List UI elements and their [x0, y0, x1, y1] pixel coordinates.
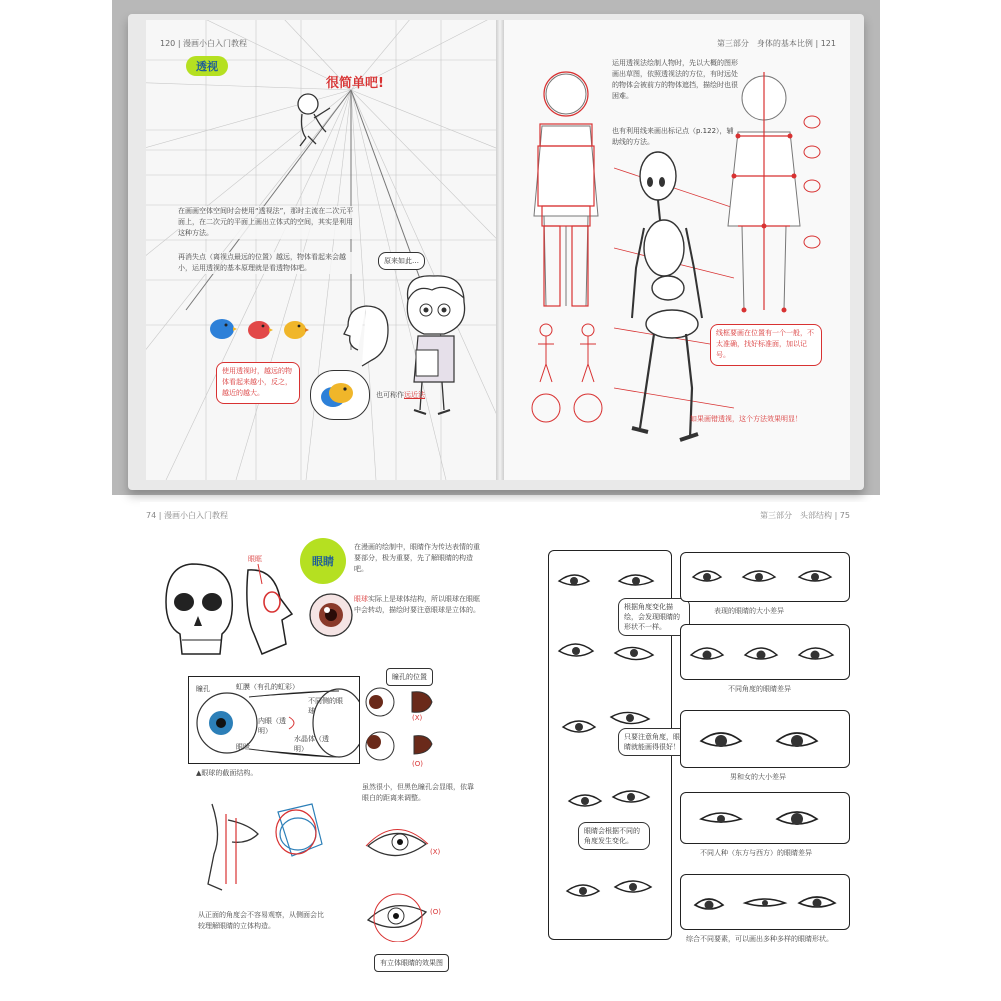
eye-box-4	[680, 792, 850, 844]
eye-box-3	[680, 710, 850, 768]
bottom-book-spread	[140, 502, 870, 1001]
boy-figure-boxes	[516, 66, 616, 316]
right-paragraph-1: 运用透视法绘制人物时，先以大概的图形画出草图，依照透视法的方位，有时远处的物体会被前方的物体遮挡，描绘时也很困难。	[612, 59, 738, 100]
eye-box-4-eyes	[681, 793, 847, 841]
skull-label: 眼眶	[248, 555, 262, 563]
top-book-photo	[112, 0, 880, 495]
small-figures-drawing	[528, 320, 618, 430]
mark-right-1: (O)	[412, 760, 423, 768]
section-tag-perspective	[186, 56, 228, 76]
speech-bubble-1: 根据角度变化描绘，会发现眼睛的形状不一样。	[618, 598, 690, 636]
section-tag-eyes-label: 眼睛	[312, 555, 334, 568]
section-tag-eyes	[300, 538, 346, 584]
pupil-position-examples	[362, 682, 462, 772]
side-note: 从正面的角度会不容易观察，从侧面会比较理解眼睛的立体构造。	[198, 911, 324, 930]
bird-blue	[208, 316, 238, 342]
eye-box-5-eyes	[681, 875, 847, 927]
eyes-intro-1: 在漫画的绘制中，眼睛作为传达表情的重要部分，极为重要，先了解眼睛的构造吧。	[354, 543, 480, 573]
eye-caption-4: 不同人种（东方与西方）的眼睛差异	[700, 849, 812, 857]
label-cornea: 不同侧的眼球	[308, 697, 343, 715]
eye-box-1	[680, 552, 850, 602]
right-page-header: 第三部分 身体的基本比例 | 121	[716, 39, 836, 48]
left-page-header: 120 | 漫画小白入门教程	[160, 39, 248, 48]
right-page	[504, 20, 850, 480]
left-footer-note	[376, 390, 425, 401]
label-iris: 虹膜（有孔的虹彩）	[236, 683, 299, 691]
pupil-note: 虽然很小，但黑色瞳孔会显眼，依靠眼白的距离来调整。	[362, 783, 474, 802]
bird-red	[246, 318, 274, 342]
thought-bubble-bird	[310, 370, 370, 420]
simple-figure-drawing	[286, 90, 346, 150]
bottom-right-header: 第三部分 头部结构 | 75	[760, 511, 850, 520]
side-eye-sketch	[192, 794, 332, 904]
eye-caption-3: 男和女的大小差异	[730, 773, 786, 781]
bottom-left-header: 74 | 漫画小白入门教程	[146, 511, 228, 520]
eye-box-2	[680, 624, 850, 680]
eyeball-drawing	[306, 590, 356, 640]
mark-wrong-2: (X)	[430, 848, 441, 856]
face-profile-drawing	[336, 300, 396, 370]
eye-shape-drawing-1	[362, 820, 432, 870]
label-water: 水晶体（透明）	[294, 735, 329, 753]
left-page	[146, 20, 496, 480]
eye-caption-1: 表现的眼睛的大小差异	[714, 607, 784, 615]
mark-wrong-1: (X)	[412, 714, 423, 722]
diagram-caption: ▲眼球的截面结构。	[196, 769, 258, 777]
eye-caption: 有立体眼睛的效果图	[374, 954, 449, 972]
bird-in-bubble	[311, 371, 367, 417]
eyes-intro-2-text: 实际上是球体结构，所以眼球在眼眶中会转动，描绘时要注意眼球是立体的。	[354, 595, 480, 614]
callout-easy: 很简单吧!	[326, 76, 384, 91]
eye-box-5	[680, 874, 850, 930]
label-eyelid: 眼睑	[236, 743, 250, 751]
boy-figure-marks	[714, 66, 824, 316]
speech-bubble-2: 只要注意角度，眼睛就能画得很好！	[618, 728, 690, 756]
eye-box-3-eyes	[681, 711, 847, 765]
right-paragraph-2: 也有利用线来画出标记点（p.122），辅助线的方法。	[612, 127, 734, 146]
right-footer-red: 如果画错透视，这个方法效果明显！	[690, 415, 802, 423]
footer-note-prefix: 也可称作	[376, 391, 404, 399]
eye-shape-drawing-2	[362, 892, 432, 942]
label-pupil: 瞳孔	[196, 685, 210, 693]
book-spine-gutter	[496, 20, 504, 480]
left-paragraph-2: 再消失点（离视点最远的位置）越远，物体看起来会越小，运用透视的基本原理就是看透物体吧。	[178, 252, 358, 274]
left-paragraph-1: 在画画空体空间时会使用“透视法”，那时主流在二次元平面上，在二次元的平面上画出立体式的空间，其实是利用这种方法。	[178, 206, 358, 239]
skull-drawing	[162, 554, 302, 664]
eye-caption-5: 综合不同要素，可以画出多种多样的眼睛形状。	[686, 935, 833, 943]
speech-bubble-small: 原来如此…	[378, 252, 425, 270]
eye-box-1-eyes	[681, 553, 847, 599]
speech-bubble-3: 眼睛会根据不同的角度发生变化。	[578, 822, 650, 850]
eyes-intro-2-red: 眼球	[354, 595, 368, 603]
mark-right-2: (O)	[430, 908, 441, 916]
label-inner: 内眼（透明）	[258, 717, 286, 735]
bird-yellow	[282, 318, 310, 342]
eyes-intro-2	[354, 594, 480, 616]
red-note-bubble: 使用透视时，越远的物体看起来越小，反之，越近的越大。	[216, 362, 300, 404]
eye-caption-2: 不同角度的眼睛差异	[728, 685, 791, 693]
eye-box-2-eyes	[681, 625, 847, 677]
right-red-note: 线框要画在位置有一个一般，不太准确，找好标准面，加以记号。	[710, 324, 822, 366]
footer-note-red: 远近法	[404, 391, 425, 399]
section-tag-label: 透视	[196, 60, 218, 73]
pupil-position-title: 瞳孔的位置	[386, 668, 433, 686]
